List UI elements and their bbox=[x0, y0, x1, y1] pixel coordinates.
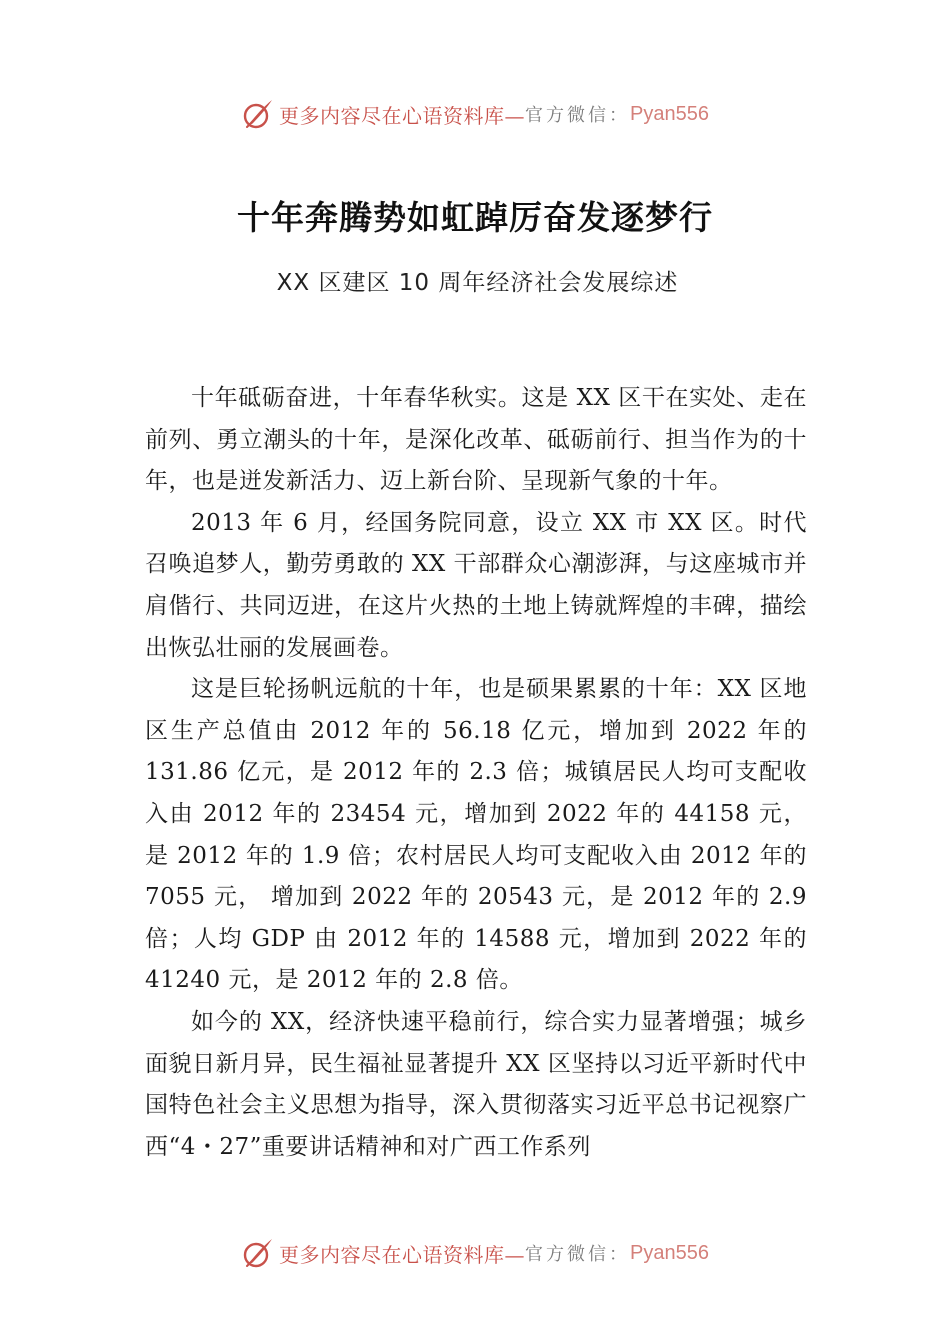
banner-wechat-handle: Pyan556 bbox=[630, 102, 709, 125]
document-subtitle: XX 区建区 10 周年经济社会发展综述 bbox=[276, 270, 679, 296]
document-title: 十年奔腾势如虹踔厉奋发逐梦行 bbox=[237, 198, 713, 237]
banner-text: 更多内容尽在心语资料库— bbox=[279, 1242, 526, 1267]
paragraph: 这是巨轮扬帆远航的十年，也是硕果累累的十年：XX 区地区生产总值由 2012 年的 56.18 亿元，增加到 2022 年的 131.86 亿元，是 2012 年的 2.3 倍；城镇居民人均可支配收入由 2012 年的 23454 元，增加到 2022 年的 44158 元，是 2012 年的 1.9 倍；农村居民人均可支配收入由 2012 年的 7055 元， 增加到 2022 年的 20543 元，是 2012 年的 2.9 倍；人均 GDP 由 2012 年的 14588 元，增加到 2022 年的 41240 元，是 2012 年的 2.8 倍。 bbox=[145, 676, 807, 994]
quill-pen-logo-icon bbox=[241, 97, 275, 131]
banner-wechat-label: 官方微信： bbox=[525, 1244, 631, 1265]
paragraph: 十年砥砺奋进，十年春华秋实。这是 XX 区干在实处、走在前列、勇立潮头的十年，是深化改革、砥砺前行、担当作为的十年，也是迸发新活力、迈上新台阶、呈现新气象的十年。 bbox=[145, 385, 807, 495]
banner-wechat-handle: Pyan556 bbox=[630, 1241, 709, 1264]
quill-pen-logo-icon bbox=[241, 1236, 275, 1270]
banner-text: 更多内容尽在心语资料库— bbox=[279, 103, 526, 128]
paragraph: 如今的 XX，经济快速平稳前行，综合实力显著增强；城乡面貌日新月异，民生福祉显著提升 XX 区坚持以习近平新时代中国特色社会主义思想为指导，深入贯彻落实习近平总书记视察广西“4・27”重要讲话精神和对广西工作系列 bbox=[145, 1008, 807, 1160]
paragraph: 2013 年 6 月，经国务院同意，设立 XX 市 XX 区。时代召唤追梦人，勤劳勇敢的 XX 干部群众心潮澎湃，与这座城市并肩偕行、共同迈进，在这片火热的土地上铸就辉煌的丰碑，描绘出恢弘壮丽的发展画卷。 bbox=[145, 509, 807, 661]
banner-wechat-label: 官方微信： bbox=[525, 105, 631, 126]
footer-banner bbox=[0, 1233, 950, 1273]
header-banner bbox=[0, 94, 950, 134]
document-body bbox=[145, 378, 807, 1168]
